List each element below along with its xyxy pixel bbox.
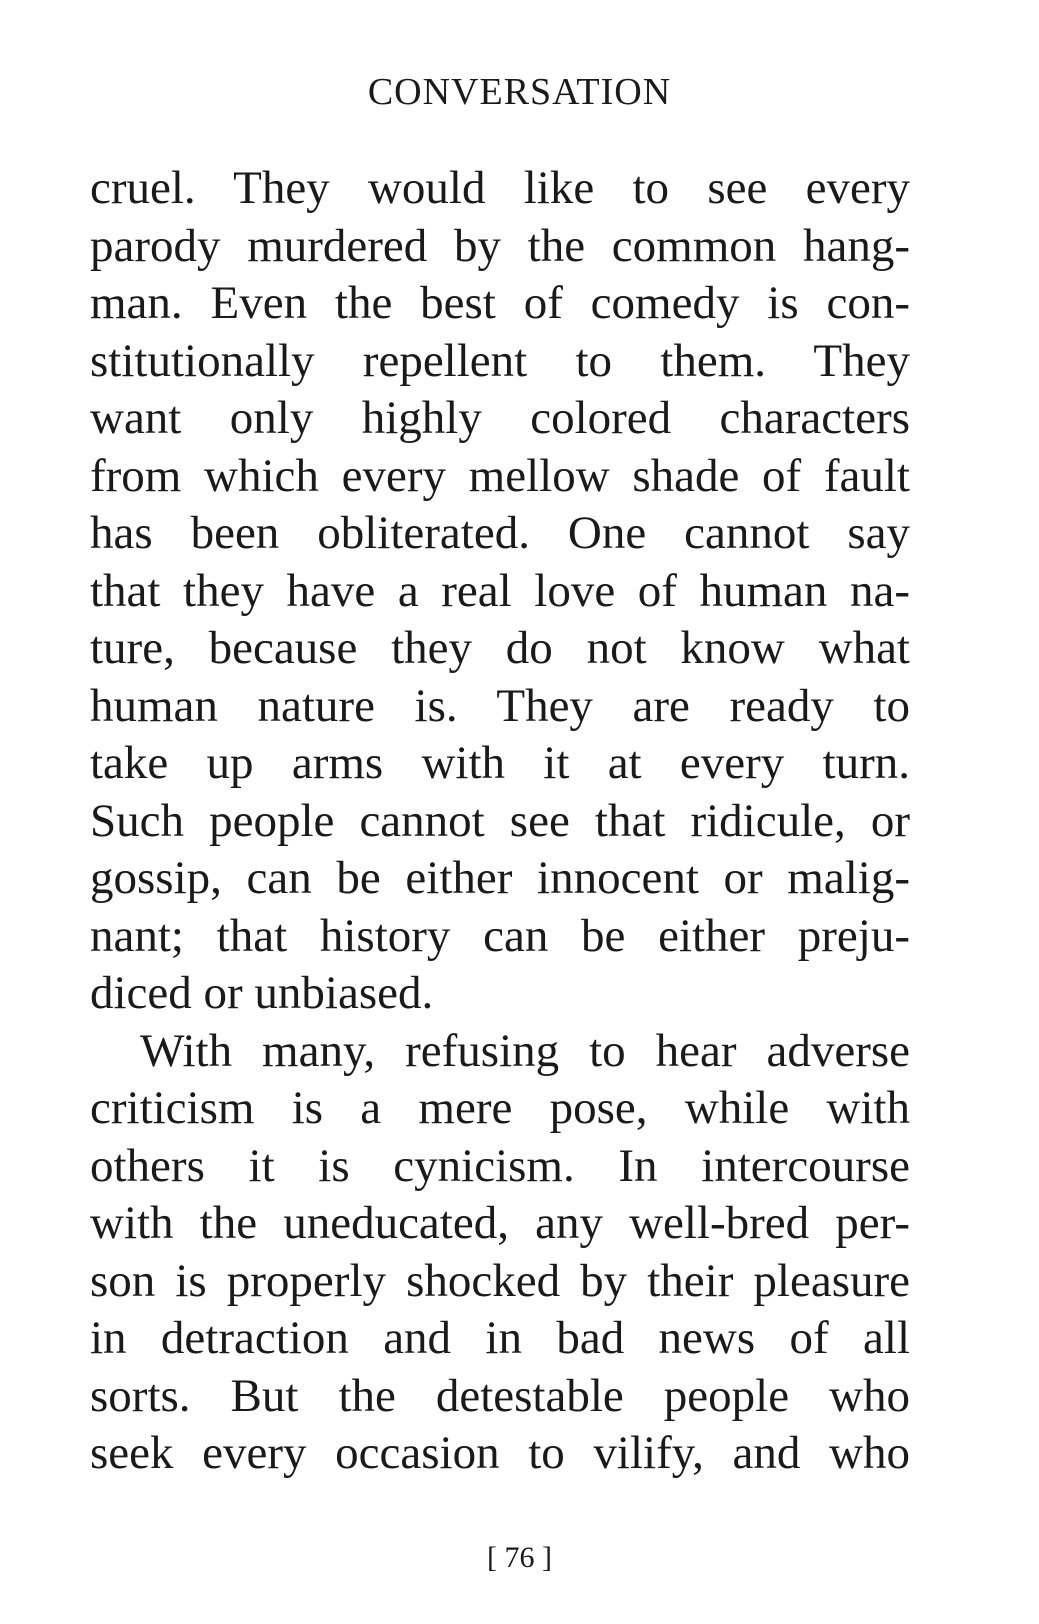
text-line: stitutionally repellent to them. They (90, 334, 910, 387)
text-line: ture, because they do not know what (90, 622, 910, 674)
text-line: sorts. But the detestable people who (90, 1369, 910, 1422)
running-head: CONVERSATION (367, 71, 672, 113)
text-line: take up arms with it at every turn. (90, 737, 910, 789)
text-line: seek every occasion to vilify, and who (90, 1427, 910, 1479)
page-number: [ 76 ] (487, 1541, 552, 1574)
text-line: human nature is. They are ready to (90, 679, 910, 732)
text-line: has been obliterated. One cannot say (90, 507, 910, 559)
text-line: others it is cynicism. In intercourse (90, 1139, 910, 1192)
text-line: that they have a real love of human na- (90, 564, 910, 617)
body-text (90, 160, 910, 1483)
text-line-indented: With many, refusing to hear adverse (140, 1024, 910, 1077)
text-line: parody murdered by the common hang- (90, 219, 910, 272)
text-line: man. Even the best of comedy is con- (90, 277, 910, 329)
text-line: son is properly shocked by their pleasure (90, 1254, 910, 1307)
text-line: nant; that history can be either preju- (90, 909, 910, 962)
text-line: criticism is a mere pose, while with (90, 1082, 910, 1134)
text-line-last: diced or unbiased. (90, 967, 434, 1019)
text-line: gossip, can be either innocent or malig- (90, 852, 910, 904)
text-line: from which every mellow shade of fault (90, 449, 910, 502)
text-line: want only highly colored characters (90, 392, 910, 444)
text-line: with the uneducated, any well-bred per- (90, 1197, 910, 1249)
text-line: cruel. They would like to see every (90, 162, 910, 214)
text-line: Such people cannot see that ridicule, or (90, 794, 910, 847)
text-line: in detraction and in bad news of all (90, 1312, 910, 1364)
